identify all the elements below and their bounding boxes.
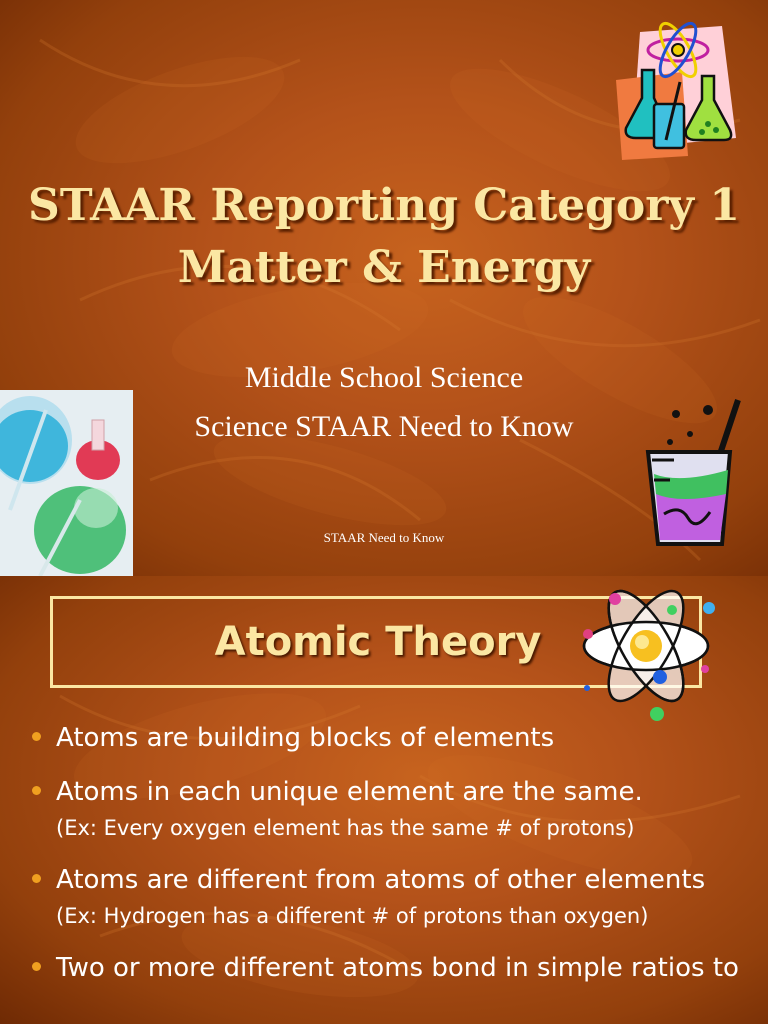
subtitle-line1: Middle School Science (244, 361, 524, 394)
bullet-item (32, 860, 768, 932)
bullet-text: Atoms in each unique element are the same. (56, 777, 643, 807)
bullet-dot-icon (32, 786, 41, 795)
atom-icon (578, 574, 720, 724)
slide2-title: Atomic Theory (214, 619, 542, 665)
slide-footer: STAAR Need to Know (323, 530, 445, 545)
bullet-dot-icon (32, 962, 41, 971)
bullet-dot-icon (32, 732, 41, 741)
bullet-list (32, 718, 768, 988)
bullet-example: (Ex: Hydrogen has a different # of protons than oxygen) (56, 904, 649, 928)
science-clipart-icon (612, 20, 742, 160)
bullet-item (32, 948, 768, 988)
bullet-dot-icon (32, 874, 41, 883)
bullet-example: (Ex: Every oxygen element has the same # of protons) (56, 816, 635, 840)
bullet-item (32, 772, 768, 844)
subtitle-line2: Science STAAR Need to Know (194, 410, 574, 443)
bullet-item (32, 718, 768, 758)
beaker-clipart-icon (640, 394, 744, 550)
slide-title-line2: Matter & Energy (177, 242, 591, 293)
slide-title-line1: STAAR Reporting Category 1 (28, 180, 740, 231)
lab-glassware-photo (0, 390, 133, 576)
bullet-text: Atoms are different from atoms of other elements (56, 865, 706, 895)
bullet-text: Two or more different atoms bond in simple ratios to (56, 953, 739, 983)
bullet-text: Atoms are building blocks of elements (56, 723, 555, 753)
